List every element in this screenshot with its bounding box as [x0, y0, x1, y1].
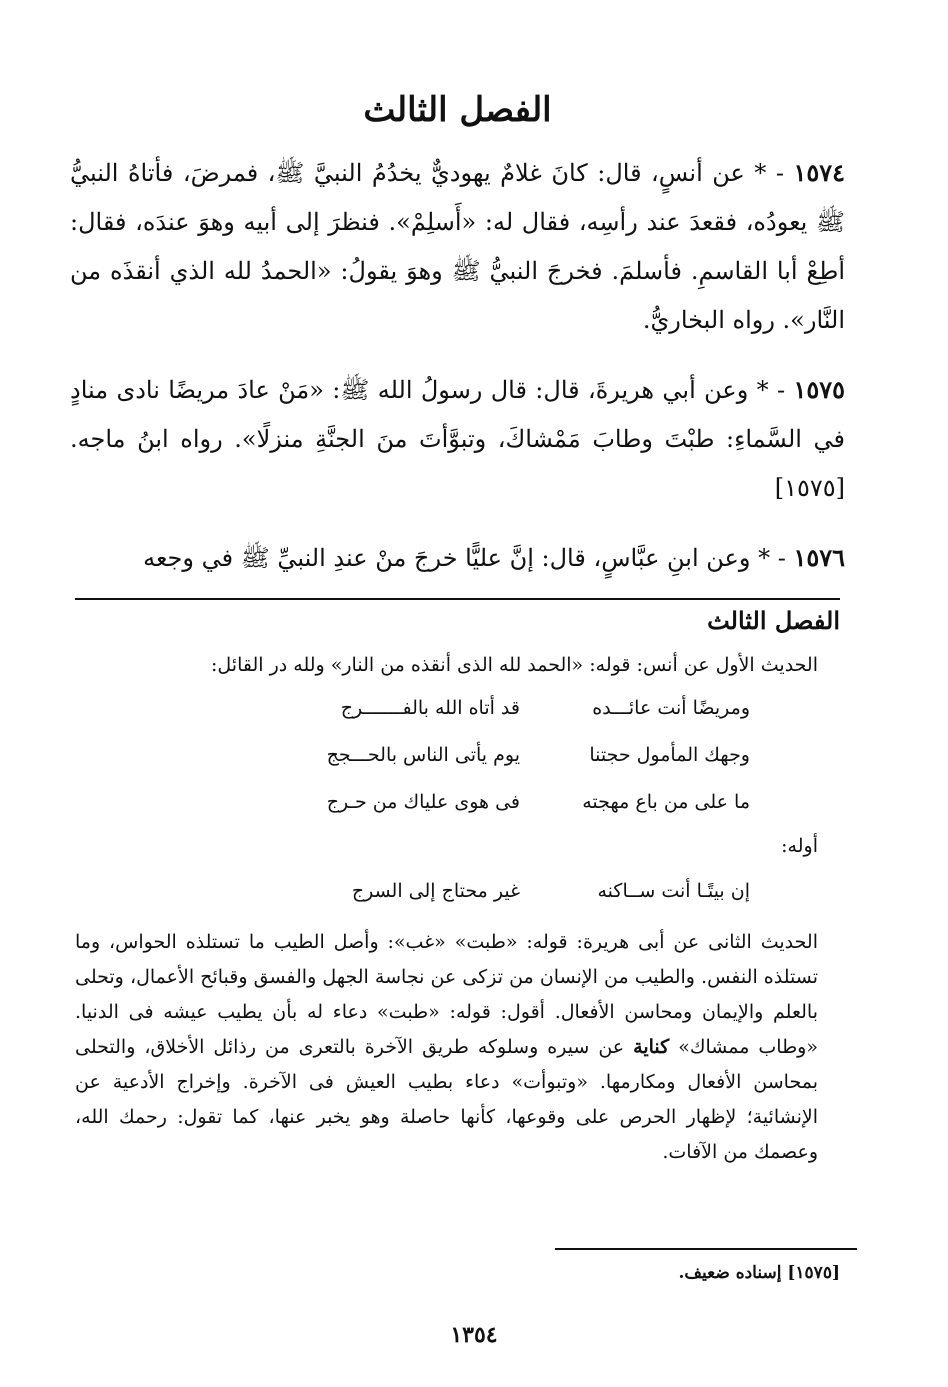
hadith-1575 [70, 365, 845, 513]
footnote-divider [555, 1248, 857, 1250]
hadith-1576 [70, 533, 845, 583]
hadith-1574 [70, 148, 845, 345]
verse-line [75, 732, 840, 779]
footnote: [١٥٧٥] إسناده ضعيف. [678, 1263, 840, 1283]
hadith-number: ١٥٧٥ [793, 375, 845, 404]
verse-first-hemistich: ومريضًا أنت عائـــده [592, 697, 750, 719]
paragraph-text: الحديث الثانى عن أبى هريرة: قوله: «طبت» «غب»: وأصل الطيب ما تستلذه الحواس، وما تستلذه النفس. والطيب من الإنسان من تزكى عن نجاسة الجهل والفسق وقبائح الأعمال، وتحلى بالعلم والإيمان ومحاسن الأفعال. أقول: قوله: «طبت» دعاء له بأن يطيب عيشه فى الدنيا. «وطاب ممشاك» [75, 931, 818, 1058]
verse-second-hemistich: يوم يأتى الناس بالحـــجج [326, 744, 520, 766]
hadith-text: - * عن أنسٍ، قال: كانَ غلامٌ يهوديٌّ يخدُمُ النبيَّ ﷺ، فمرضَ، فأتاهُ النبيُّ ﷺ يعودُه، فقعدَ عند رأسِه، فقال له: «أَسلِمْ». فنظرَ إلى أبيه وهوَ عندَه، فقال: أطِعْ أبا القاسمِ. فأسلمَ. فخرجَ النبيُّ ﷺ وهوَ يقولُ: «الحمدُ لله الذي أنقذَه من النَّار». رواه البخاريُّ. [70, 159, 845, 334]
commentary [75, 600, 840, 1170]
verse-first-hemistich: ما على من باع مهجته [582, 791, 750, 813]
commentary-paragraph-2 [75, 925, 840, 1170]
paragraph-text: عن سيره وسلوكه طريق الآخرة بالتعرى من رذائل الأخلاق، والتحلى بمحاسن الأفعال ومكارمها. «وتبوأت» دعاء بطيب العيش فى الآخرة. وإخراج الأدعية عن الإنشائية؛ لإظهار الحرص على وقوعها، كأنها حاصلة وهو يخبر عنها، كما تقول: رحمك الله، وعصمك من الآفات. [75, 1036, 818, 1163]
poem-verses-1 [75, 685, 840, 826]
commentary-title: الفصل الثالث [707, 606, 840, 635]
poem-verses-2 [75, 868, 840, 915]
main-text [70, 90, 845, 603]
verse-line [75, 779, 840, 826]
verse-first-hemistich: وجهك المأمول حجتنا [589, 744, 750, 766]
verse-second-hemistich: قد أتاه الله بالفـــــــرج [340, 697, 520, 719]
verse-second-hemistich: فى هوى علياك من حـرج [326, 791, 520, 813]
section-title: الفصل الثالث [363, 90, 552, 130]
hadith-number: ١٥٧٤ [793, 158, 845, 187]
hadith-text: - * وعن أبي هريرةَ، قال: قال رسولُ الله ﷺ: «مَنْ عادَ مريضًا نادى منادٍ في السَّماءِ: طبْتَ وطابَ مَمْشاكَ، وتبوَّأتَ منَ الجنَّةِ منزلًا». رواه ابنُ ماجه. [١٥٧٥] [70, 376, 845, 502]
commentary-intro-1: الحديث الأول عن أنس: قوله: «الحمد لله الذى أنقذه من النار» ولله در القائل: [211, 654, 818, 676]
verse-first-hemistich: إن بيتًـا أنت ســاكنه [597, 880, 750, 902]
verse-line [75, 868, 840, 915]
hadith-number: ١٥٧٦ [793, 543, 845, 572]
commentary-intro-2: أوله: [781, 835, 818, 857]
hadith-text: - * وعن ابنِ عبَّاسٍ، قال: إنَّ عليًّا خرجَ منْ عندِ النبيِّ ﷺ في وجعه [143, 544, 794, 572]
verse-second-hemistich: غير محتاج إلى السرج [351, 880, 520, 902]
verse-line [75, 685, 840, 732]
page-number: ١٣٥٤ [450, 1322, 498, 1348]
paragraph-keyword: كناية [633, 1036, 670, 1058]
